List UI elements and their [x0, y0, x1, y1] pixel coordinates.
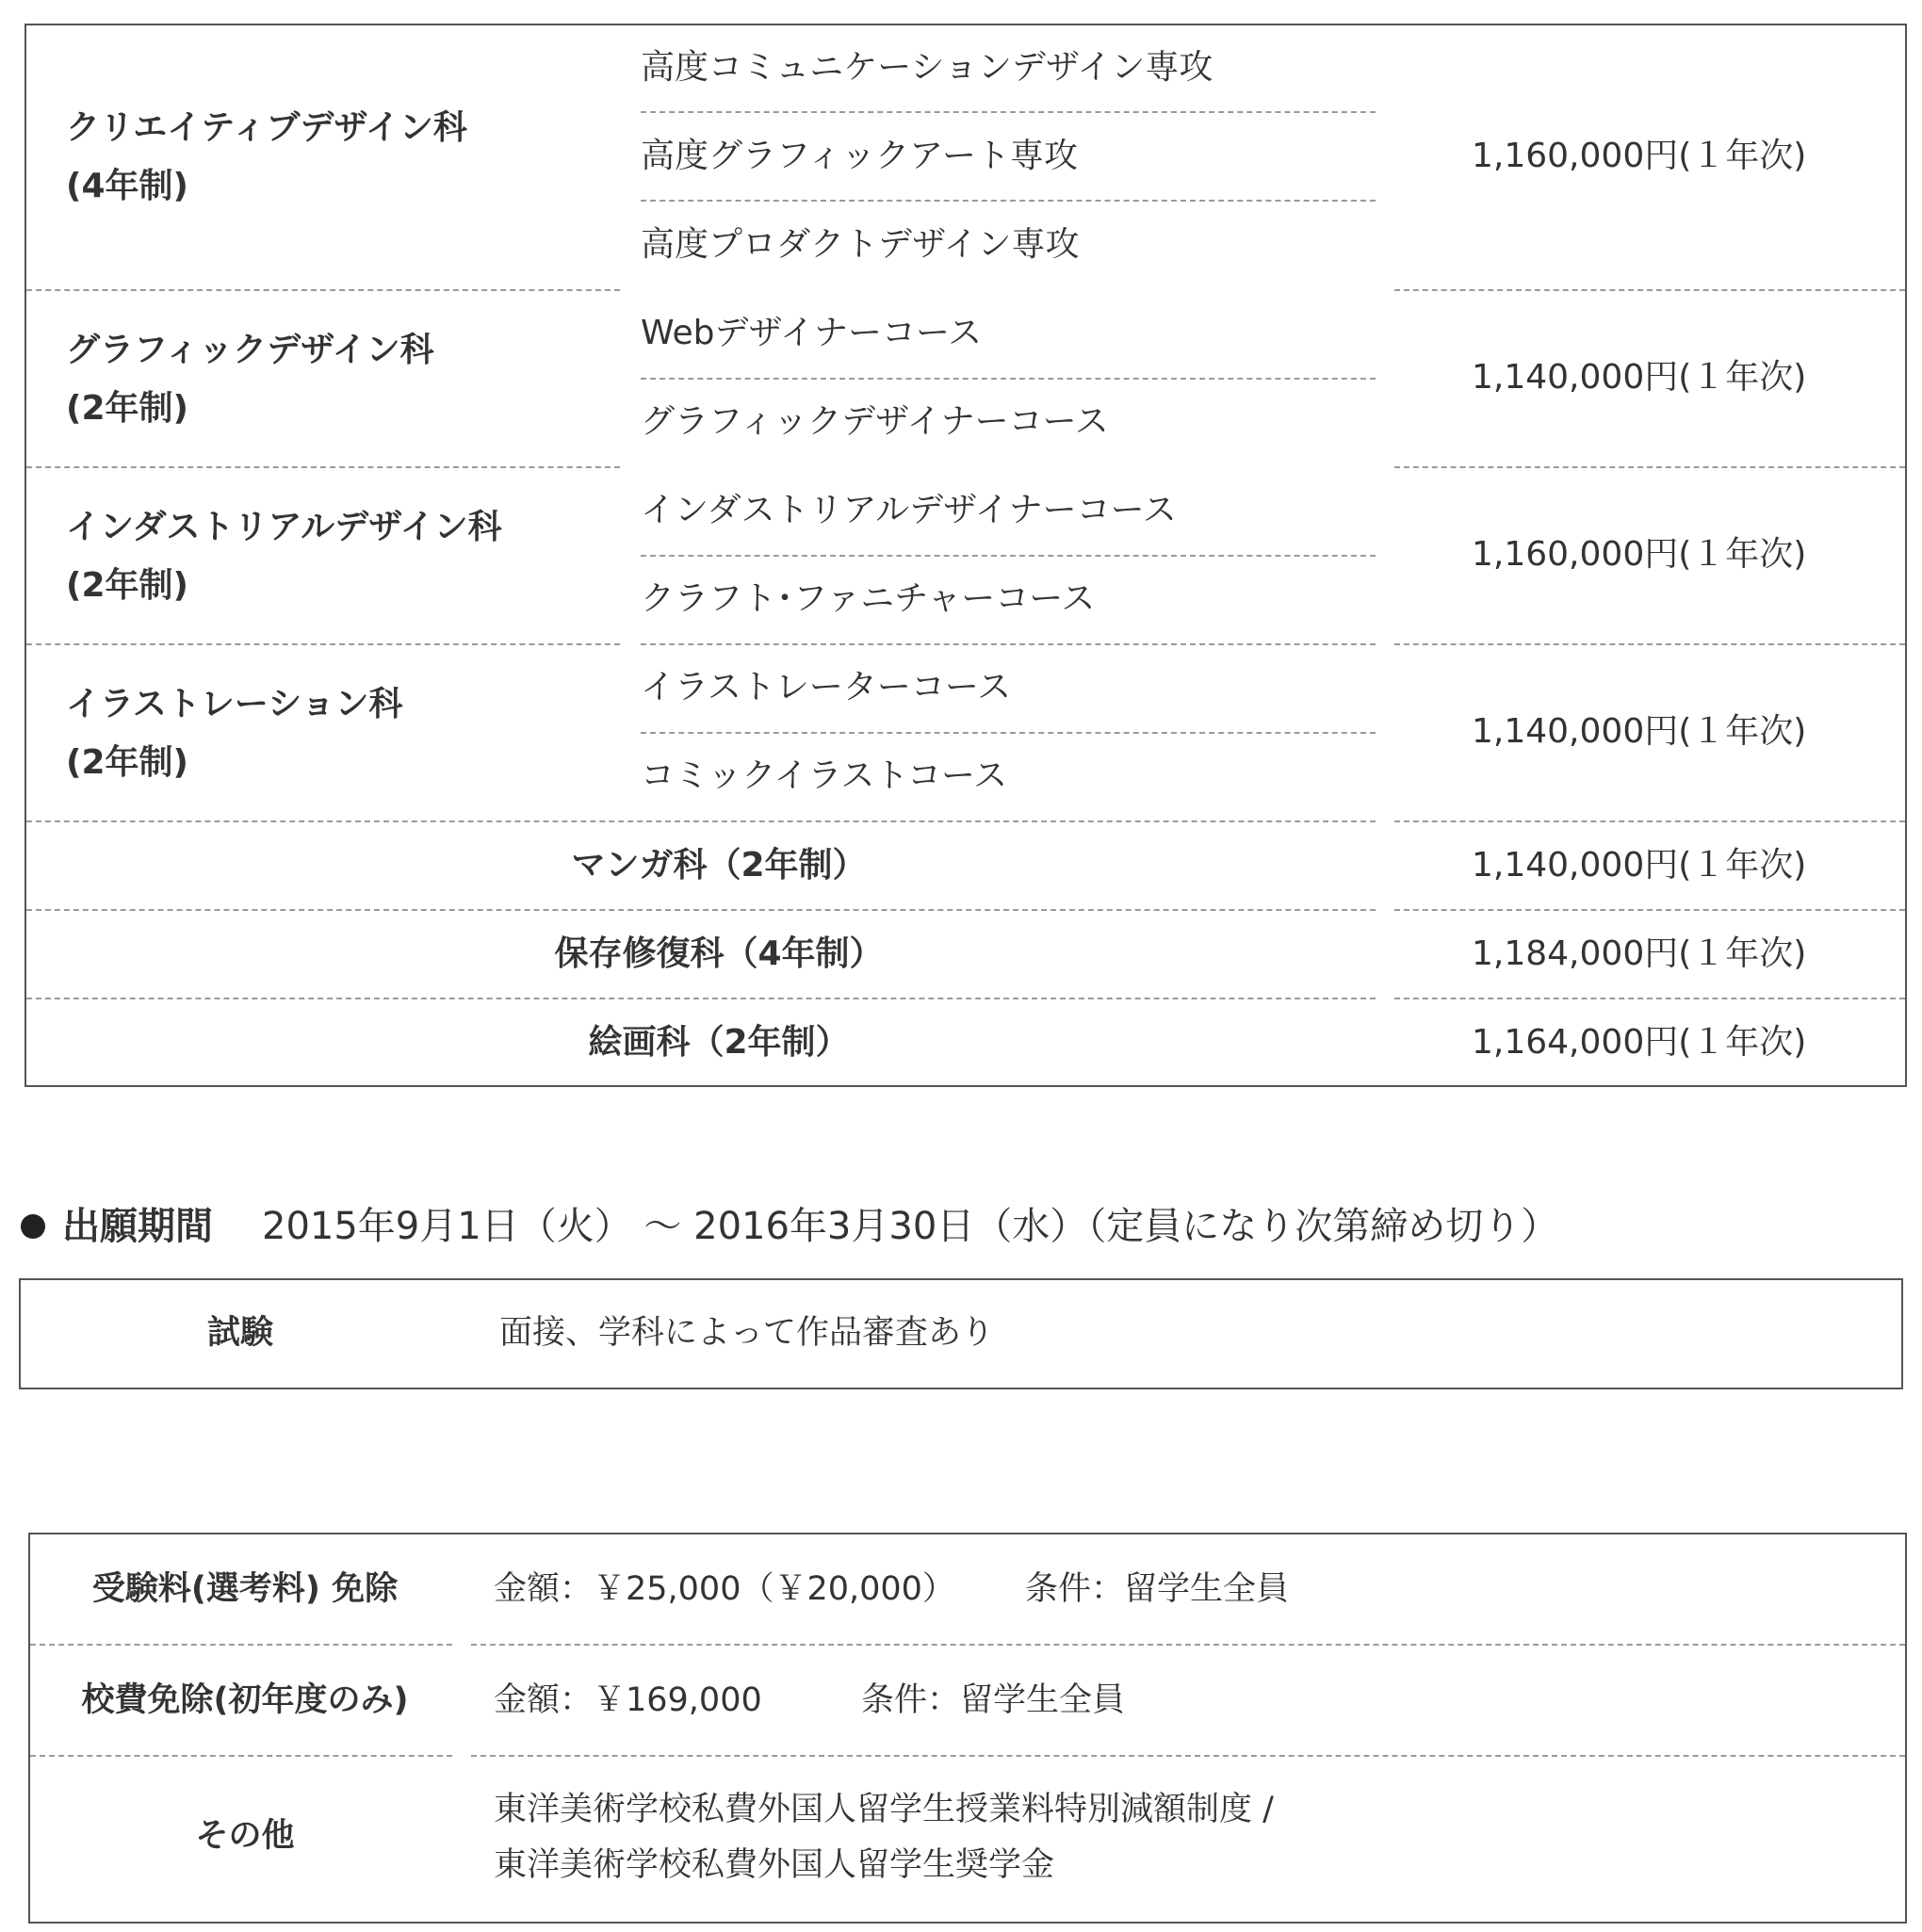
major-divider [641, 555, 1376, 557]
row-divider [26, 466, 620, 468]
department-duration: (2年制) [66, 743, 188, 782]
department-name: マンガ科（2年制） [571, 846, 867, 885]
major-name: 高度グラフィックアート専攻 [641, 137, 1079, 175]
tuition-fee: 1,164,000円(１年次) [1472, 1023, 1807, 1062]
application-period-label: 出願期間 [62, 1205, 213, 1248]
department-name: イラストレーション科 [66, 685, 403, 723]
major-divider [641, 200, 1376, 202]
tuition-fee: 1,160,000円(１年次) [1472, 137, 1807, 175]
major-divider [641, 378, 1376, 380]
department-name: インダストリアルデザイン科 [66, 508, 502, 546]
exam-label: 試験 [207, 1314, 274, 1352]
exemption-detail: 東洋美術学校私費外国人留学生授業料特別減額制度 / [494, 1791, 1274, 1828]
department-duration: (2年制) [66, 389, 188, 428]
exemption-detail: 東洋美術学校私費外国人留学生奨学金 [494, 1846, 1055, 1884]
major-name: 高度プロダクトデザイン専攻 [641, 225, 1080, 264]
row-divider [26, 643, 620, 645]
exemption-label: その他 [195, 1817, 295, 1855]
major-name: クラフト･ファニチャーコース [641, 579, 1096, 618]
exemption-label: 受験料(選考料) 免除 [91, 1570, 399, 1608]
row-divider [1394, 643, 1905, 645]
row-divider [30, 1644, 452, 1646]
application-period-value: 2015年9月1日（火） ～ 2016年3月30日（水）（定員になり次第締め切り） [262, 1205, 1559, 1248]
major-name: コミックイラストコース [641, 756, 1008, 795]
row-divider [26, 998, 1376, 999]
row-divider [1394, 466, 1905, 468]
major-name: 高度コミュニケーションデザイン専攻 [641, 48, 1213, 87]
major-divider [641, 111, 1376, 113]
row-divider [1394, 909, 1905, 911]
row-divider [30, 1755, 452, 1757]
row-divider [1394, 289, 1905, 291]
row-divider [1394, 998, 1905, 999]
row-divider [1394, 820, 1905, 822]
major-name: インダストリアルデザイナーコース [641, 491, 1177, 529]
tuition-fee: 1,140,000円(１年次) [1472, 846, 1807, 885]
tuition-fee: 1,140,000円(１年次) [1472, 712, 1807, 751]
department-name: クリエイティブデザイン科 [66, 108, 467, 147]
exemption-amount: 金額：￥169,000 [494, 1681, 762, 1719]
row-divider [26, 909, 1376, 911]
exemption-condition: 条件：留学生全員 [1025, 1570, 1290, 1608]
exam-value: 面接、学科によって作品審査あり [499, 1314, 995, 1352]
bullet-icon [21, 1214, 45, 1239]
row-divider [471, 1755, 1905, 1757]
exemption-condition: 条件：留学生全員 [861, 1681, 1126, 1719]
major-name: グラフィックデザイナーコース [641, 402, 1109, 441]
row-divider [26, 820, 1376, 822]
tuition-fee: 1,160,000円(１年次) [1472, 535, 1807, 574]
row-divider [471, 1644, 1905, 1646]
tuition-fee: 1,140,000円(１年次) [1472, 358, 1807, 397]
major-name: イラストレーターコース [641, 668, 1012, 706]
row-divider [641, 643, 1376, 645]
major-name: Webデザイナーコース [641, 314, 983, 352]
exemption-label: 校費免除(初年度のみ) [81, 1681, 409, 1719]
tuition-fee: 1,184,000円(１年次) [1472, 934, 1807, 973]
department-duration: (4年制) [66, 167, 188, 205]
exemption-amount: 金額：￥25,000（￥20,000） [494, 1570, 955, 1608]
department-duration: (2年制) [66, 566, 188, 605]
department-name: 保存修復科（4年制） [554, 934, 884, 973]
major-divider [641, 732, 1376, 734]
row-divider [26, 289, 620, 291]
department-name: 絵画科（2年制） [588, 1023, 850, 1062]
department-name: グラフィックデザイン科 [66, 331, 434, 369]
